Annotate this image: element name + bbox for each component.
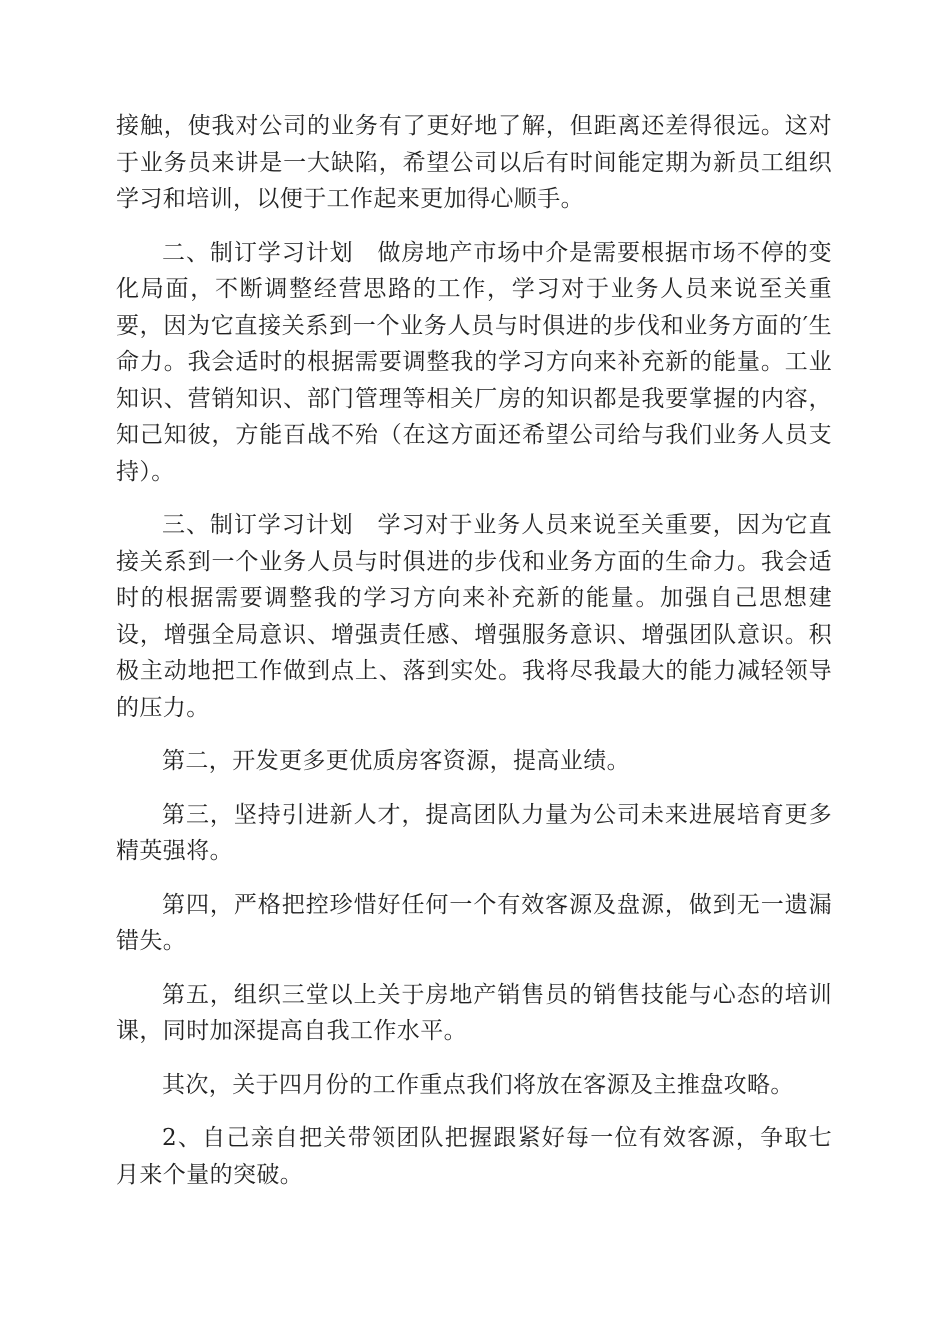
paragraph-fifth-point: 第五，组织三堂以上关于房地产销售员的销售技能与心态的培训课，同时加深提高自我工作水平。 — [116, 981, 832, 1044]
paragraph-learning-plan-3: 三、制订学习计划 学习对于业务人员来说至关重要，因为它直接关系到一个业务人员与时俱进的步伐和业务方面的生命力。我会适时的根据需要调整我的学习方向来补充新的能量。加强自己思想建设，增强全局意识、增强责任感、增强服务意识、增强团队意识。积极主动地把工作做到点上、落到实处。我将尽我最大的能力减轻领导的压力。 — [116, 512, 832, 721]
document-body — [116, 108, 832, 1210]
paragraph-second-point: 第二，开发更多更优质房客资源，提高业绩。 — [162, 748, 630, 774]
paragraph-learning-plan-2: 二、制订学习计划 做房地产市场中介是需要根据市场不停的变化局面，不断调整经营思路的工作，学习对于业务人员来说至关重要，因为它直接关系到一个业务人员与时俱进的步伐和业务方面的′生命力。我会适时的根据需要调整我的学习方向来补充新的能量。工业知识、营销知识、部门管理等相关厂房的知识都是我要掌握的内容，知己知彼，方能百战不殆（在这方面还希望公司给与我们业务人员支持）。 — [116, 239, 832, 485]
paragraph-item-2: 2、自己亲自把关带领团队把握跟紧好每一位有效客源，争取七月来个量的突破。 — [116, 1125, 832, 1188]
paragraph-fourth-point: 第四，严格把控珍惜好任何一个有效客源及盘源，做到无一遗漏错失。 — [116, 891, 832, 954]
paragraph-third-point: 第三，坚持引进新人才，提高团队力量为公司未来进展培育更多精英强将。 — [116, 801, 832, 864]
paragraph-april-focus: 其次，关于四月份的工作重点我们将放在客源及主推盘攻略。 — [162, 1071, 794, 1098]
paragraph-continuation: 接触，使我对公司的业务有了更好地了解，但距离还差得很远。这对于业务员来讲是一大缺陷，希望公司以后有时间能定期为新员工组织学习和培训，以便于工作起来更加得心顺手。 — [116, 113, 832, 212]
